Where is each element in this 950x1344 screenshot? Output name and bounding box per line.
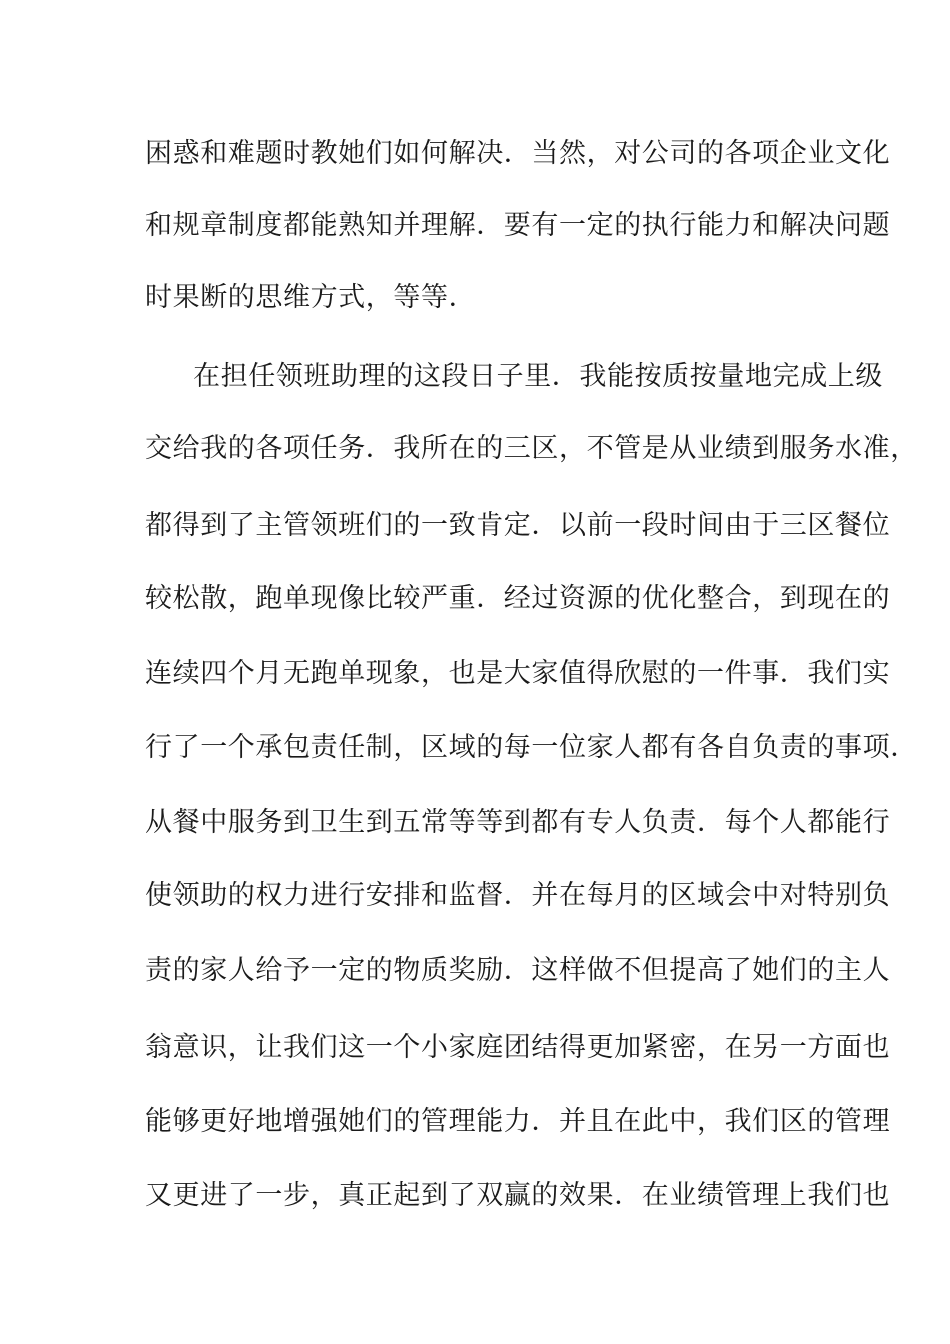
paragraph-line: 连续四个月无跑单现象，也是大家值得欣慰的一件事．我们实	[145, 658, 891, 689]
paragraph-line: 时果断的思维方式，等等．	[145, 282, 477, 313]
paragraph-line: 都得到了主管领班们的一致肯定．以前一段时间由于三区餐位	[145, 510, 891, 541]
paragraph-line: 责的家人给予一定的物质奖励．这样做不但提高了她们的主人	[145, 955, 891, 986]
paragraph-line: 从餐中服务到卫生到五常等等到都有专人负责．每个人都能行	[145, 807, 891, 838]
paragraph-line: 行了一个承包责任制，区域的每一位家人都有各自负责的事项．	[145, 732, 918, 763]
paragraph-line: 困惑和难题时教她们如何解决．当然，对公司的各项企业文化	[145, 138, 891, 169]
paragraph-line: 使领助的权力进行安排和监督．并在每月的区域会中对特别负	[145, 880, 891, 911]
paragraph-line: 和规章制度都能熟知并理解．要有一定的执行能力和解决问题	[145, 210, 891, 241]
paragraph-line: 能够更好地增强她们的管理能力．并且在此中，我们区的管理	[145, 1106, 891, 1137]
paragraph-line: 又更进了一步，真正起到了双赢的效果．在业绩管理上我们也	[145, 1180, 891, 1211]
paragraph-line: 在担任领班助理的这段日子里．我能按质按量地完成上级	[193, 361, 883, 392]
paragraph-line: 翁意识，让我们这一个小家庭团结得更加紧密，在另一方面也	[145, 1032, 891, 1063]
paragraph-line: 较松散，跑单现像比较严重．经过资源的优化整合，到现在的	[145, 583, 891, 614]
paragraph-line: 交给我的各项任务．我所在的三区，不管是从业绩到服务水准，	[145, 433, 918, 464]
